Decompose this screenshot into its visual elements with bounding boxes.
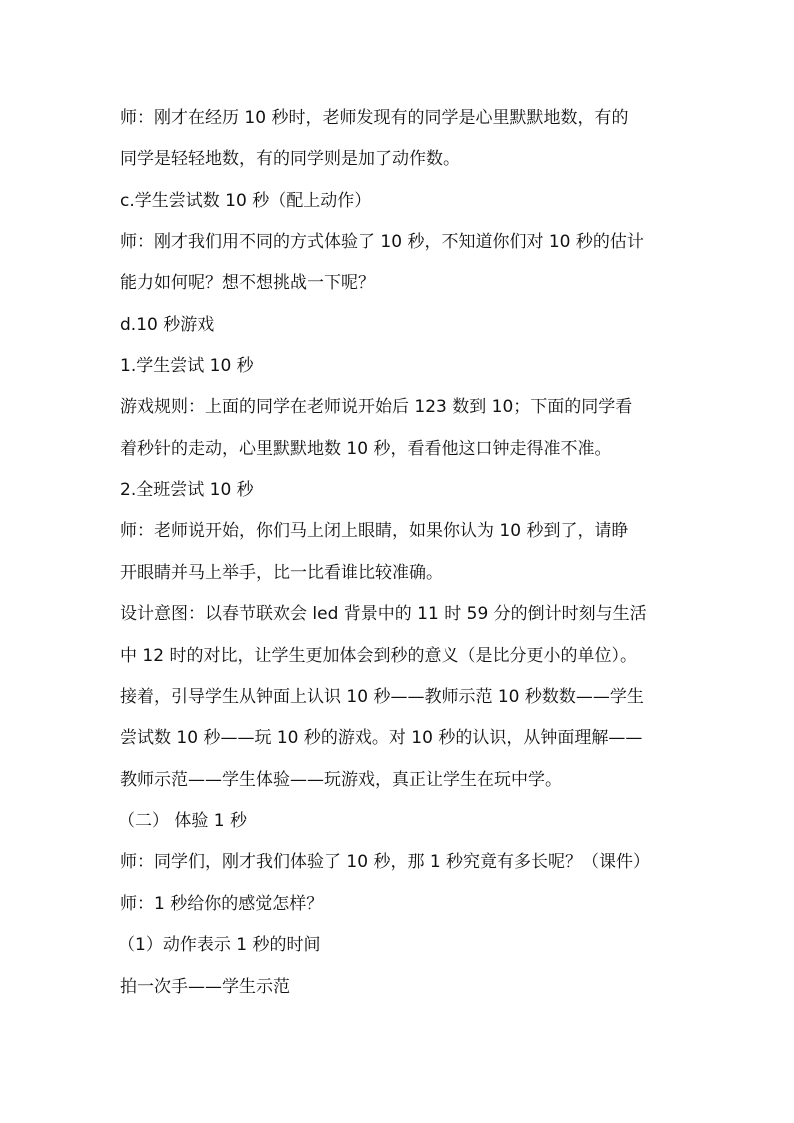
text-line: 师：刚才在经历 10 秒时，老师发现有的同学是心里默默地数，有的 xyxy=(120,108,629,128)
text-line: 师：同学们，刚才我们体验了 10 秒，那 1 秒究竟有多长呢？（课件） xyxy=(120,852,651,872)
text-line: 师：老师说开始，你们马上闭上眼睛，如果你认为 10 秒到了，请睁 xyxy=(120,521,629,541)
text-line: 教师示范——学生体验——玩游戏，真正让学生在玩中学。 xyxy=(120,770,562,790)
text-line: 接着，引导学生从钟面上认识 10 秒——教师示范 10 秒数数——学生 xyxy=(120,687,644,707)
text-line: c.学生尝试数 10 秒（配上动作） xyxy=(120,191,372,211)
text-line: 尝试数 10 秒——玩 10 秒的游戏。对 10 秒的认识，从钟面理解—— xyxy=(120,728,643,748)
text-line: d.10 秒游戏 xyxy=(120,315,215,335)
section-heading: （二） 体验 1 秒 xyxy=(118,811,248,831)
subsection-heading: （1）动作表示 1 秒的时间 xyxy=(118,935,321,955)
text-line: 拍一次手——学生示范 xyxy=(120,977,290,997)
text-line: 开眼睛并马上举手，比一比看谁比较准确。 xyxy=(120,563,443,583)
text-line: 中 12 时的对比，让学生更加体会到秒的意义（是比分更小的单位）。 xyxy=(120,646,637,666)
text-line: 游戏规则：上面的同学在老师说开始后 123 数到 10；下面的同学看 xyxy=(120,397,633,417)
text-line: 1.学生尝试 10 秒 xyxy=(120,356,254,376)
text-line: 设计意图：以春节联欢会 led 背景中的 11 时 59 分的倒计时刻与生活 xyxy=(120,604,647,624)
text-line: 2.全班尝试 10 秒 xyxy=(120,480,254,500)
text-line: 同学是轻轻地数，有的同学则是加了动作数。 xyxy=(120,149,460,169)
text-line: 师：刚才我们用不同的方式体验了 10 秒，不知道你们对 10 秒的估计 xyxy=(120,232,644,252)
text-line: 师：1 秒给你的感觉怎样？ xyxy=(120,894,324,914)
text-line: 着秒针的走动，心里默默地数 10 秒，看看他这口钟走得准不准。 xyxy=(120,439,612,459)
text-line: 能力如何呢？想不想挑战一下呢？ xyxy=(120,273,375,293)
